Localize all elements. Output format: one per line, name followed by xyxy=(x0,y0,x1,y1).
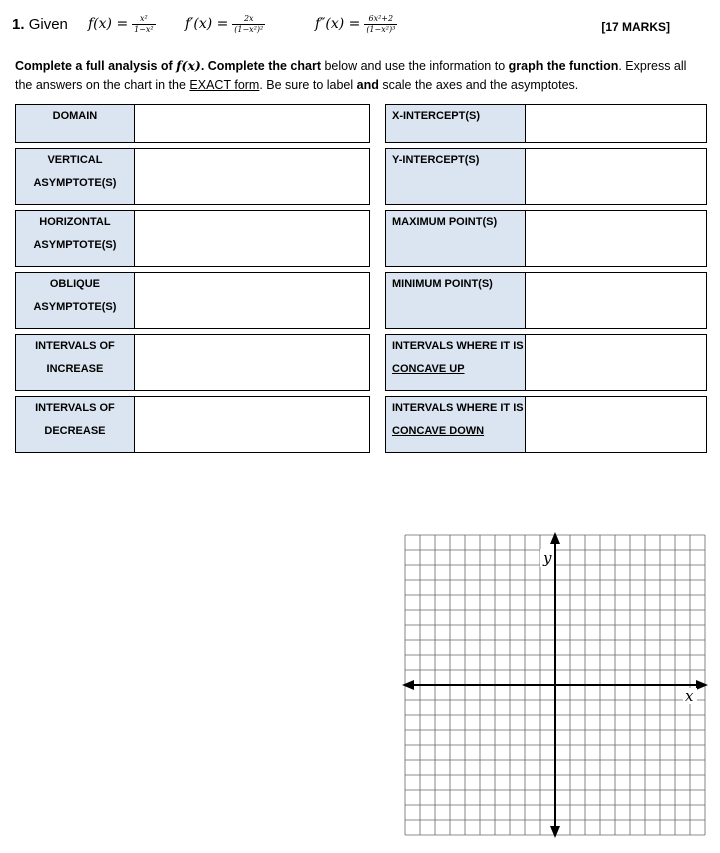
question-header xyxy=(10,6,710,46)
x-axis-right-arrow-icon xyxy=(696,680,708,690)
y-axis-label: y xyxy=(543,549,552,567)
f-definition: f(x) = $\frac{\text{x²}}{\text{1−x²}}$ xyxy=(88,14,154,34)
x-axis-left-arrow-icon xyxy=(402,680,414,690)
marks-label: [17 MARKS] xyxy=(601,20,670,34)
y-axis-up-arrow-icon xyxy=(550,532,560,544)
answer-concave-up[interactable] xyxy=(525,335,706,391)
label-concave-up: INTERVALS WHERE IT IS CONCAVE UP xyxy=(386,335,526,391)
table-row xyxy=(386,105,707,143)
table-row xyxy=(386,335,707,391)
coordinate-grid[interactable] xyxy=(400,530,710,840)
label-intervals-decrease: INTERVALS OF DECREASE xyxy=(16,397,135,453)
answer-y-intercepts[interactable] xyxy=(525,149,706,205)
table-row xyxy=(386,211,707,267)
answer-concave-down[interactable] xyxy=(525,397,706,453)
label-oblique-asymptotes: OBLIQUE ASYMPTOTE(S) xyxy=(16,273,135,329)
answer-horizontal-asymptotes[interactable] xyxy=(134,211,369,267)
table-row xyxy=(16,149,370,205)
answer-vertical-asymptotes[interactable] xyxy=(134,149,369,205)
left-analysis-table xyxy=(15,104,370,453)
label-vertical-asymptotes: VERTICAL ASYMPTOTE(S) xyxy=(16,149,135,205)
answer-x-intercepts[interactable] xyxy=(525,105,706,143)
table-row xyxy=(16,335,370,391)
label-domain: DOMAIN xyxy=(16,105,135,143)
table-row xyxy=(16,211,370,267)
label-intervals-increase: INTERVALS OF INCREASE xyxy=(16,335,135,391)
label-concave-down: INTERVALS WHERE IT IS CONCAVE DOWN xyxy=(386,397,526,453)
label-maximum-points: MAXIMUM POINT(S) xyxy=(386,211,526,267)
table-row xyxy=(386,149,707,205)
label-horizontal-asymptotes: HORIZONTAL ASYMPTOTE(S) xyxy=(16,211,135,267)
answer-oblique-asymptotes[interactable] xyxy=(134,273,369,329)
y-axis-down-arrow-icon xyxy=(550,826,560,838)
table-row xyxy=(386,397,707,453)
table-row xyxy=(16,105,370,143)
right-analysis-table xyxy=(385,104,707,453)
x-axis-label: x xyxy=(685,687,694,705)
answer-minimum-points[interactable] xyxy=(525,273,706,329)
label-x-intercepts: X-INTERCEPT(S) xyxy=(386,105,526,143)
f-double-prime-definition: f″(x) = $\frac{\text{6x²+2}}{\text{(1−x²)³}}$ xyxy=(315,14,396,34)
answer-domain[interactable] xyxy=(134,105,369,143)
f-prime-definition: f′(x) = $\frac{2x}{\text{(1−x²)²}}$ xyxy=(185,14,264,34)
label-minimum-points: MINIMUM POINT(S) xyxy=(386,273,526,329)
table-row xyxy=(16,397,370,453)
answer-intervals-decrease[interactable] xyxy=(134,397,369,453)
answer-intervals-increase[interactable] xyxy=(134,335,369,391)
table-row xyxy=(386,273,707,329)
table-row xyxy=(16,273,370,329)
answer-maximum-points[interactable] xyxy=(525,211,706,267)
question-number-line: 1. Given xyxy=(12,16,68,33)
instructions: Complete a full analysis of f(x). Complete the chart below and use the information to graph the function. Express all the answers on the chart in the EXACT form. Be sure to label and scale the axes and the asymptotes. xyxy=(15,58,687,92)
label-y-intercepts: Y-INTERCEPT(S) xyxy=(386,149,526,205)
